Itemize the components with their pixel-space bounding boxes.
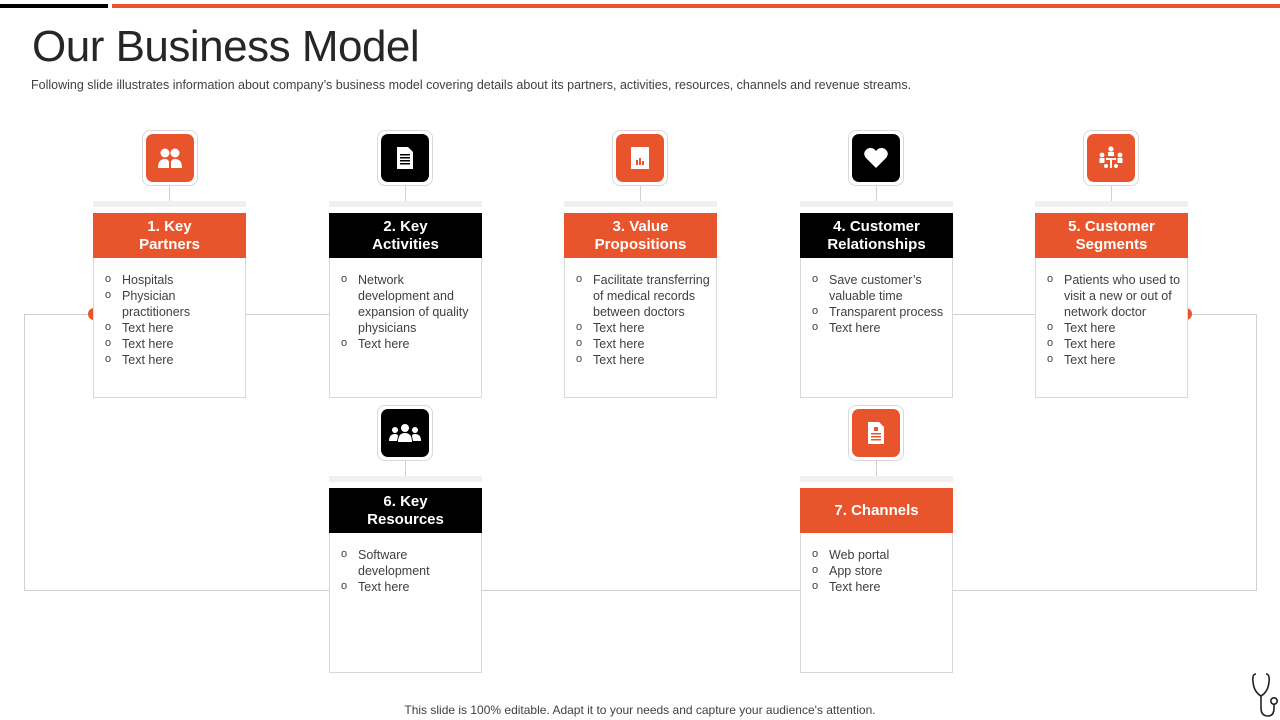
card-key-resources [329,476,482,673]
list-item: o Facilitate transferring of medical records between doctors [574,272,710,320]
list-item: o Text here [810,320,946,336]
channels-icon-tile [848,405,904,461]
card-heading: 2. Key Activities [329,213,482,258]
list-item: o Text here [103,320,239,336]
list-item: o Text here [1045,352,1181,368]
list-item: o Network development and expansion of quality physicians [339,272,475,336]
stem-1 [169,186,170,201]
top-accent-bar-dark [0,4,108,8]
stem-6 [405,461,406,476]
card-heading: 6. Key Resources [329,488,482,533]
stem-7 [876,461,877,476]
card-customer-relationships [800,201,953,398]
list-item: o Transparent process [810,304,946,320]
list-item: o Text here [574,336,710,352]
meeting-icon [1098,146,1124,170]
card-heading: 4. Customer Relationships [800,213,953,258]
list-item: o Hospitals [103,272,239,288]
list-item: o Text here [339,336,475,352]
list-item: o App store [810,563,946,579]
customer-relationships-icon-tile [848,130,904,186]
stem-5 [1111,186,1112,201]
key-partners-icon-tile [142,130,198,186]
list-item: o Text here [103,336,239,352]
bottom-connector-line [481,590,801,591]
heart-icon [864,147,888,169]
report-chart-icon [631,147,649,169]
stethoscope-icon [1250,672,1280,720]
list-item: o Text here [339,579,475,595]
card-customer-segments [1035,201,1188,398]
file-list-icon [868,422,884,444]
list-item: o Text here [574,352,710,368]
card-heading: 3. Value Propositions [564,213,717,258]
list-item: o Text here [574,320,710,336]
list-item: o Text here [810,579,946,595]
key-resources-icon-tile [377,405,433,461]
top-accent-bar-orange [112,4,1280,8]
list-item: o Text here [1045,320,1181,336]
card-heading: 5. Customer Segments [1035,213,1188,258]
document-icon [397,147,413,169]
card-heading: 7. Channels [800,488,953,533]
stem-4 [876,186,877,201]
key-activities-icon-tile [377,130,433,186]
list-item: o Patients who used to visit a new or out of network doctor [1045,272,1181,320]
list-item: o Save customer’s valuable time [810,272,946,304]
card-key-partners [93,201,246,398]
card-key-activities [329,201,482,398]
card-value-propositions [564,201,717,398]
list-item: o Text here [1045,336,1181,352]
users-icon [157,147,183,169]
value-propositions-icon-tile [612,130,668,186]
stem-3 [640,186,641,201]
card-channels [800,476,953,673]
page-subtitle: Following slide illustrates information about company’s business model covering details about its partners, activities, resources, channels and revenue streams. [31,78,912,92]
team-icon [389,423,421,443]
list-item: o Text here [103,352,239,368]
list-item: o Physician practitioners [103,288,239,320]
stem-2 [405,186,406,201]
footer-note: This slide is 100% editable. Adapt it to your needs and capture your audience's attention. [404,703,876,717]
list-item: o Software development [339,547,475,579]
page-title: Our Business Model [32,22,420,71]
card-heading: 1. Key Partners [93,213,246,258]
customer-segments-icon-tile [1083,130,1139,186]
list-item: o Web portal [810,547,946,563]
